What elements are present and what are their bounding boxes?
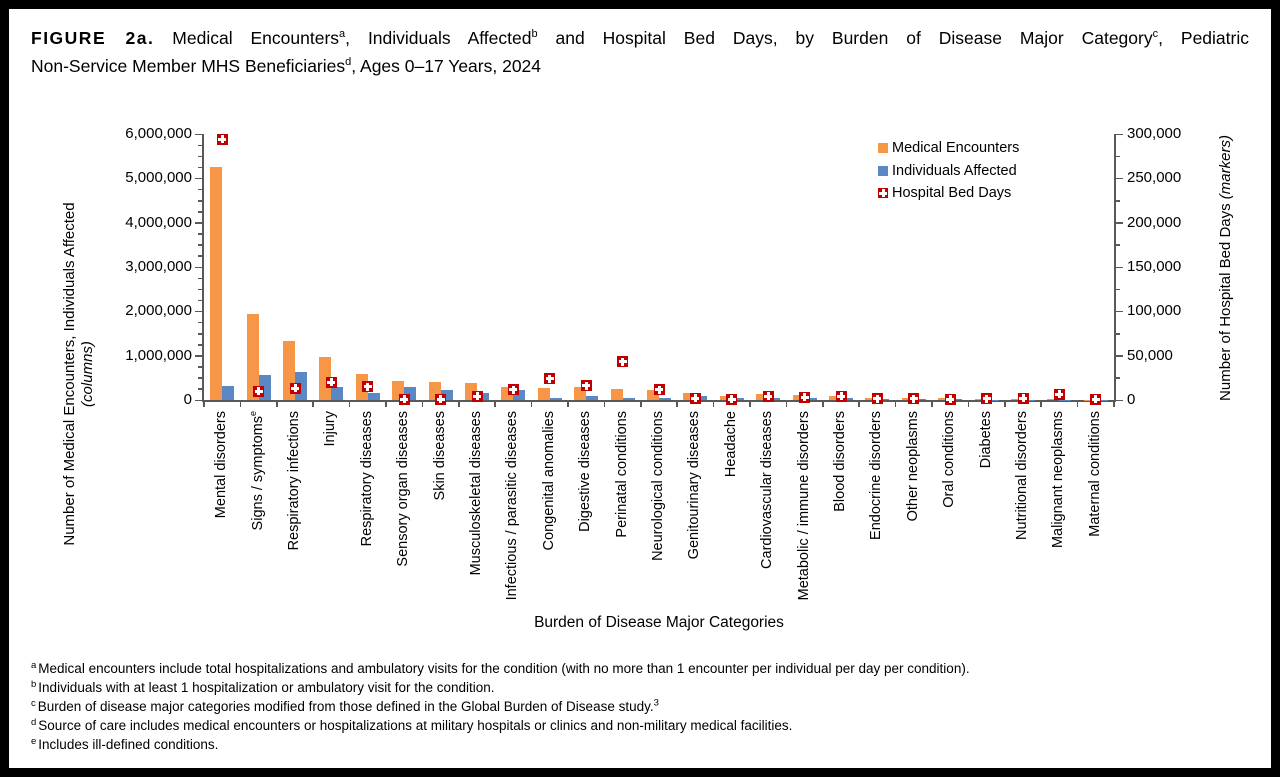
y-axis-left-tick (198, 388, 202, 390)
y-axis-left-line (202, 134, 204, 402)
bar-individuals-affected (1059, 400, 1071, 401)
x-axis-tick (531, 402, 533, 407)
marker-plus-glyph (1022, 394, 1025, 402)
marker-plus-glyph (585, 382, 588, 390)
y-axis-left-tick (195, 222, 202, 224)
y-axis-right-tick (1116, 267, 1123, 269)
y-axis-left-tick (198, 333, 202, 335)
x-axis-tick (1040, 402, 1042, 407)
x-axis-tick (858, 402, 860, 407)
category-label: Mental disorders (213, 411, 230, 519)
y-axis-left-tick (195, 400, 202, 402)
y-axis-right-tick (1116, 200, 1120, 202)
category-label: Perinatal conditions (613, 411, 630, 538)
category-label: Headache (722, 411, 739, 478)
y-axis-right-tick (1116, 355, 1123, 357)
marker-hospital-bed-days (435, 394, 446, 405)
marker-plus-glyph (403, 395, 406, 403)
x-axis-tick (567, 402, 569, 407)
x-axis-tick (240, 402, 242, 407)
y-axis-left-tick-label: 5,000,000 (125, 169, 192, 187)
x-axis-tick (640, 402, 642, 407)
figure-title-line2: Non-Service Member MHS Beneficiaries$^d$, Ages 0–17 Years, 2024 (31, 56, 542, 76)
x-axis-tick (786, 402, 788, 407)
y-axis-left-tick (198, 211, 202, 213)
marker-hospital-bed-days (799, 392, 810, 403)
legend-label: Medical Encounters (892, 140, 1020, 156)
marker-hospital-bed-days (1090, 394, 1101, 405)
x-axis-tick (749, 402, 751, 407)
x-axis-tick (895, 402, 897, 407)
marker-hospital-bed-days (1018, 393, 1029, 404)
marker-plus-glyph (912, 395, 915, 403)
marker-hospital-bed-days (399, 394, 410, 405)
marker-hospital-bed-days (362, 381, 373, 392)
marker-plus-glyph (476, 392, 479, 400)
legend-item-hospital-bed-days (878, 185, 1011, 201)
marker-plus-glyph (840, 392, 843, 400)
x-axis-tick (494, 402, 496, 407)
category-label: Malignant neoplasms (1050, 411, 1067, 549)
marker-plus-glyph (294, 384, 297, 392)
category-label: Other neoplasms (904, 411, 921, 522)
category-label: Endocrine disorders (868, 411, 885, 540)
y-axis-right-tick (1116, 400, 1123, 402)
marker-hospital-bed-days (945, 394, 956, 405)
footnote (31, 735, 1261, 754)
marker-plus-glyph (882, 189, 885, 197)
y-axis-left-tick-label: 1,000,000 (125, 346, 192, 364)
marker-hospital-bed-days (508, 384, 519, 395)
legend-item-individuals-affected (878, 163, 1017, 179)
marker-plus-glyph (949, 395, 952, 403)
category-label: Skin diseases (431, 411, 448, 501)
y-axis-left-tick (198, 156, 202, 158)
figure-title (31, 24, 1249, 80)
figure-title-line1: FIGURE 2a. Medical Encounters$^a$, Individuals Affected$^b$ and Hospital Bed Days, by Burden of Disease Major Category$^c$, Pediatric (31, 28, 1249, 48)
footnotes (31, 659, 1261, 754)
chart-legend (878, 140, 1038, 210)
y-axis-left-tick (198, 167, 202, 169)
y-axis-left-tick-label: 0 (183, 391, 192, 408)
marker-hospital-bed-days (544, 373, 555, 384)
x-axis-tick (349, 402, 351, 407)
y-axis-left-tick (198, 377, 202, 379)
marker-hospital-bed-days (690, 393, 701, 404)
y-axis-right-tick (1116, 134, 1123, 136)
x-axis-tick (604, 402, 606, 407)
marker-plus-glyph (730, 395, 733, 403)
x-axis-tick (931, 402, 933, 407)
category-label: Neurological conditions (650, 411, 666, 561)
marker-plus-glyph (439, 395, 442, 403)
y-axis-left-tick (198, 366, 202, 368)
y-axis-left-tick (198, 244, 202, 246)
left-axis-title: Number of Medical Encounters, Individuals Affected (columns) (61, 202, 96, 546)
footnote-marker: b (31, 678, 37, 690)
figure-number: FIGURE 2a. (31, 28, 155, 48)
x-axis-title: Burden of Disease Major Categories (534, 614, 784, 631)
x-axis-tick (312, 402, 314, 407)
x-axis-tick (203, 402, 205, 407)
marker-plus-glyph (694, 394, 697, 402)
y-axis-left-tick (198, 289, 202, 291)
right-axis-title: Number of Hospital Bed Days (markers) (1217, 135, 1234, 401)
legend-label: Hospital Bed Days (892, 185, 1012, 201)
marker-plus-glyph (221, 135, 224, 143)
x-axis-tick (968, 402, 970, 407)
footnote (31, 678, 1261, 697)
category-label: Digestive diseases (577, 411, 594, 532)
bar-individuals-affected (331, 387, 343, 400)
y-axis-left-tick (195, 355, 202, 357)
bar-medical-encounters (210, 167, 222, 400)
x-axis-tick (458, 402, 460, 407)
marker-hospital-bed-days (726, 394, 737, 405)
y-axis-left-tick (198, 189, 202, 191)
y-axis-right-tick (1116, 377, 1120, 379)
y-axis-right-line (1114, 134, 1116, 402)
marker-hospital-bed-days (836, 391, 847, 402)
y-axis-left-tick-label: 4,000,000 (125, 213, 192, 231)
bar-individuals-affected (623, 398, 635, 400)
marker-hospital-bed-days (617, 356, 628, 367)
x-axis-tick (1113, 402, 1115, 407)
y-axis-left-tick-label: 2,000,000 (125, 302, 192, 320)
marker-hospital-bed-days (253, 386, 264, 397)
category-label: Sensory organ diseases (395, 411, 412, 567)
marker-plus-glyph (985, 395, 988, 403)
y-axis-right-tick-label: 250,000 (1127, 169, 1182, 187)
bar-individuals-affected (586, 396, 598, 400)
x-axis-tick (676, 402, 678, 407)
legend-plus-marker-icon (878, 188, 888, 198)
footnote (31, 659, 1261, 678)
y-axis-left-tick (198, 255, 202, 257)
bar-individuals-affected (550, 398, 562, 400)
footnote-text: Individuals with at least 1 hospitalization or ambulatory visit for the condition. (38, 680, 495, 695)
x-axis-tick (276, 402, 278, 407)
marker-plus-glyph (330, 378, 333, 386)
category-label: Signs / symptoms$^e$ (247, 411, 266, 531)
marker-plus-glyph (803, 393, 806, 401)
y-axis-left-tick (195, 134, 202, 136)
category-label: Metabolic / immune disorders (795, 411, 812, 601)
x-axis-tick (713, 402, 715, 407)
x-axis-tick (822, 402, 824, 407)
legend-square-swatch-icon (878, 143, 888, 153)
y-axis-left-tick (198, 145, 202, 147)
figure-2a-chart (9, 104, 1280, 649)
y-axis-left-tick (198, 233, 202, 235)
x-axis-tick (1077, 402, 1079, 407)
y-axis-right-tick (1116, 289, 1120, 291)
category-label: Maternal conditions (1086, 411, 1103, 537)
category-label: Genitourinary diseases (686, 411, 703, 560)
y-axis-right-tick (1116, 244, 1120, 246)
marker-plus-glyph (767, 392, 770, 400)
marker-hospital-bed-days (763, 391, 774, 402)
y-axis-right-tick-label: 300,000 (1127, 125, 1182, 142)
x-axis-tick (385, 402, 387, 407)
marker-plus-glyph (658, 386, 661, 394)
category-label: Cardiovascular diseases (759, 411, 776, 569)
category-label-superscript: e (247, 411, 258, 417)
marker-hospital-bed-days (472, 391, 483, 402)
x-axis-tick (1004, 402, 1006, 407)
marker-hospital-bed-days (981, 393, 992, 404)
category-label: Oral conditions (941, 411, 958, 508)
category-label: Nutritional disorders (1014, 411, 1030, 540)
footnote-marker: a (31, 659, 37, 671)
y-axis-left-tick (198, 344, 202, 346)
marker-hospital-bed-days (654, 384, 665, 395)
category-label: Blood disorders (832, 411, 848, 512)
category-label: Musculoskeletal diseases (468, 411, 484, 576)
y-axis-left-tick-label: 6,000,000 (125, 125, 192, 142)
category-label: Infectious / parasitic diseases (504, 411, 521, 601)
category-label: Diabetes (977, 411, 994, 469)
marker-plus-glyph (621, 358, 624, 366)
footnote-reference-number: 3 (653, 697, 659, 709)
y-axis-left-tick-label: 3,000,000 (125, 258, 192, 275)
legend-item-medical-encounters (878, 140, 1019, 156)
marker-hospital-bed-days (290, 383, 301, 394)
footnote (31, 716, 1261, 735)
bar-medical-encounters (611, 389, 623, 400)
legend-label: Individuals Affected (892, 162, 1017, 179)
marker-plus-glyph (548, 375, 551, 383)
marker-plus-glyph (1058, 390, 1061, 398)
marker-hospital-bed-days (581, 380, 592, 391)
marker-plus-glyph (257, 387, 260, 395)
legend-square-swatch-icon (878, 166, 888, 176)
marker-plus-glyph (512, 386, 515, 394)
y-axis-right-tick (1116, 156, 1120, 158)
footnote-text: Medical encounters include total hospitalizations and ambulatory visits for the condition (with no more than 1 encounter per individual per day per condition). (38, 661, 970, 676)
y-axis-right-tick-label: 100,000 (1127, 302, 1182, 320)
marker-hospital-bed-days (908, 393, 919, 404)
marker-hospital-bed-days (1054, 389, 1065, 400)
bar-medical-encounters (538, 388, 550, 400)
y-axis-right-tick (1116, 333, 1120, 335)
bar-individuals-affected (659, 398, 671, 400)
footnote-marker: d (31, 716, 37, 728)
y-axis-left-tick (195, 267, 202, 269)
category-label: Respiratory diseases (358, 411, 375, 547)
y-axis-right-tick-label: 50,000 (1127, 346, 1173, 364)
category-label: Respiratory infections (286, 411, 302, 551)
marker-hospital-bed-days (217, 134, 228, 145)
y-axis-left-tick (198, 322, 202, 324)
y-axis-left-tick (198, 278, 202, 280)
y-axis-left-tick (195, 311, 202, 313)
y-axis-left-tick (198, 200, 202, 202)
footnote-marker: e (31, 735, 37, 747)
x-axis-tick (422, 402, 424, 407)
category-label: Injury (322, 411, 339, 447)
marker-plus-glyph (876, 395, 879, 403)
y-axis-left-tick (195, 178, 202, 180)
y-axis-right-tick-label: 150,000 (1127, 258, 1182, 275)
marker-hospital-bed-days (326, 377, 337, 388)
footnote-marker: c (31, 697, 36, 709)
y-axis-right-tick-label: 0 (1127, 391, 1136, 408)
marker-hospital-bed-days (872, 393, 883, 404)
y-axis-right-tick (1116, 178, 1123, 180)
bar-individuals-affected (368, 393, 380, 400)
marker-plus-glyph (1094, 395, 1097, 403)
bar-individuals-affected (222, 386, 234, 400)
marker-plus-glyph (366, 383, 369, 391)
y-axis-right-tick-label: 200,000 (1127, 213, 1182, 231)
footnote (31, 697, 1261, 716)
x-axis-line (202, 400, 1116, 402)
y-axis-left-tick (198, 300, 202, 302)
y-axis-right-tick (1116, 222, 1123, 224)
footnote-text: Source of care includes medical encounters or hospitalizations at military hospitals or clinics and non-military medical facilities. (38, 718, 793, 733)
category-label: Congenital anomalies (540, 411, 557, 551)
footnote-text: Includes ill-defined conditions. (38, 737, 219, 752)
y-axis-right-tick (1116, 311, 1123, 313)
footnote-text: Burden of disease major categories modified from those defined in the Global Burden of Disease study. (37, 699, 654, 714)
